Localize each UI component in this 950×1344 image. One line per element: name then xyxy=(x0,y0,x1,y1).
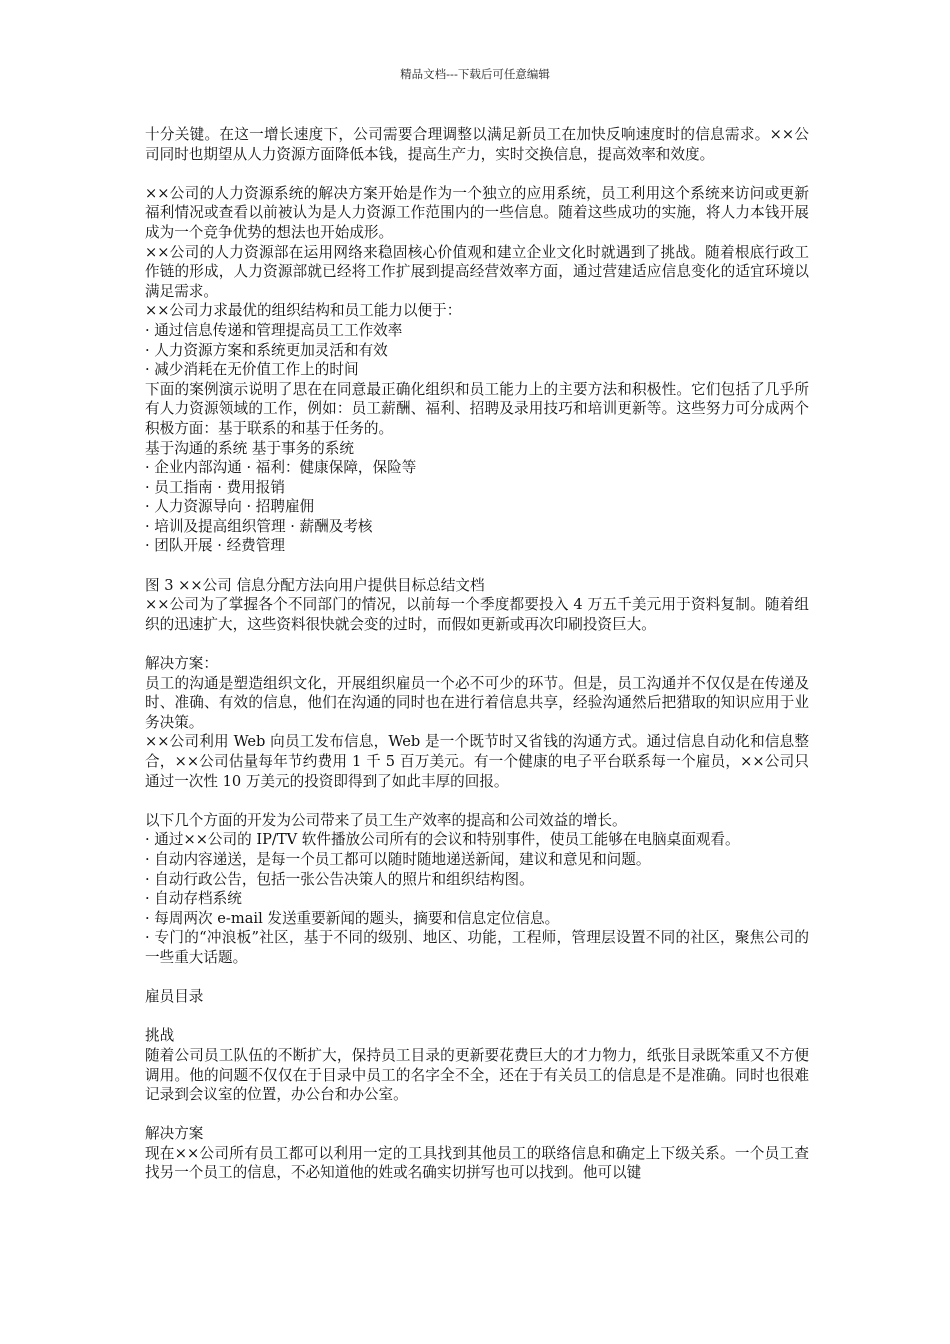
paragraph: 随着公司员工队伍的不断扩大，保持员工目录的更新要花费巨大的才力物力，纸张目录既笨重又不方便调用。他的问题不仅仅在于目录中员工的名字全不全，还在于有关员工的信息是不是准确。同时也很难记录到会议室的位置，办公台和办公室。 xyxy=(145,1046,809,1104)
paragraph-spacer xyxy=(145,968,809,988)
paragraph: ××公司的人力资源部在运用网络来稳固核心价值观和建立企业文化时就遇到了挑战。随着根底行政工作链的形成，人力资源部就已经将工作扩展到提高经营效率方面，通过营建适应信息变化的适宜环境以满足需求。 xyxy=(145,243,809,300)
paragraph: · 专门的“冲浪板”社区，基于不同的级别、地区、功能，工程师，管理层设置不同的社区，聚焦公司的一些重大话题。 xyxy=(145,929,809,966)
paragraph: · 自动内容递送，是每一个员工都可以随时随地递送新闻，建议和意见和问题。 xyxy=(145,850,651,868)
document-body xyxy=(145,125,809,1183)
paragraph: 十分关键。在这一增长速度下，公司需要合理调整以满足新员工在加快反响速度时的信息需求。××公司同时也期望从人力资源方面降低本钱，提高生产力，实时交换信息，提高效率和效度。 xyxy=(145,126,809,163)
paragraph: · 企业内部沟通 · 福利：健康保障，保险等 xyxy=(145,459,417,477)
paragraph-spacer xyxy=(145,556,809,576)
paragraph: 以下几个方面的开发为公司带来了员工生产效率的提高和公司效益的增长。 xyxy=(145,811,627,829)
paragraph: 图 3 ××公司 信息分配方法向用户提供目标总结文档 xyxy=(145,576,485,594)
paragraph: · 减少消耗在无价值工作上的时间 xyxy=(145,361,359,379)
paragraph: · 自动存档系统 xyxy=(145,890,242,908)
paragraph: · 人力资源方案和系统更加灵活和有效 xyxy=(145,341,388,359)
paragraph: 现在××公司所有员工都可以利用一定的工具找到其他员工的联络信息和确定上下级关系。一个员工查找另一个员工的信息，不必知道他的姓或名确实切拼写也可以找到。他可以键 xyxy=(145,1144,809,1182)
paragraph: ××公司力求最优的组织结构和员工能力以便于： xyxy=(145,302,462,320)
paragraph: ××公司利用 Web 向员工发布信息，Web 是一个既节时又省钱的沟通方式。通过信息自动化和信息整合，××公司估量每年节约费用 1 千 5 百万美元。有一个健康的电子平台联系每一个雇员，××公司只通过一次性 10 万美元的投资即得到了如此丰厚的回报。 xyxy=(145,733,809,790)
paragraph: 解决方案 xyxy=(145,1125,204,1143)
paragraph-spacer xyxy=(145,164,809,184)
paragraph: · 通过××公司的 IP/TV 软件播放公司所有的会议和特别事件，使员工能够在电脑桌面观看。 xyxy=(145,831,740,849)
paragraph-spacer xyxy=(145,634,809,654)
paragraph-spacer xyxy=(145,1007,809,1027)
paragraph-spacer xyxy=(145,1105,809,1125)
paragraph-spacer xyxy=(145,791,809,811)
paragraph: · 团队开展 · 经费管理 xyxy=(145,537,285,555)
paragraph: 挑战 xyxy=(145,1027,175,1045)
paragraph: 解决方案： xyxy=(145,655,218,673)
paragraph: · 自动行政公告，包括一张公告决策人的照片和组织结构图。 xyxy=(145,870,534,888)
paragraph: · 每周两次 e-mail 发送重要新闻的题头，摘要和信息定位信息。 xyxy=(145,909,560,927)
paragraph: · 通过信息传递和管理提高员工工作效率 xyxy=(145,321,403,339)
page-header: 精品文档---下载后可任意编辑 xyxy=(400,67,550,81)
paragraph: 下面的案例演示说明了思在在同意最正确化组织和员工能力上的主要方法和积极性。它们包括了几乎所有人力资源领域的工作，例如：员工薪酬、福利、招聘及录用技巧和培训更新等。这些努力可分成两个积极方面：基于联系的和基于任务的。 xyxy=(145,380,809,437)
paragraph: · 培训及提高组织管理 · 薪酬及考核 xyxy=(145,517,373,535)
paragraph: · 人力资源导向 · 招聘雇佣 xyxy=(145,498,315,516)
paragraph: · 员工指南 · 费用报销 xyxy=(145,478,285,496)
paragraph: 雇员目录 xyxy=(145,988,204,1006)
paragraph: ××公司为了掌握各个不同部门的情况，以前每一个季度都要投入 4 万五千美元用于资料复制。随着组织的迅速扩大，这些资料很快就会变的过时，而假如更新或再次印刷投资巨大。 xyxy=(145,596,809,633)
paragraph: 基于沟通的系统 基于事务的系统 xyxy=(145,439,354,457)
paragraph: ××公司的人力资源系统的解决方案开始是作为一个独立的应用系统，员工利用这个系统来访问或更新福利情况或查看以前被认为是人力资源工作范围内的一些信息。随着这些成功的实施，将人力本钱开展成为一个竞争优势的想法也开始成形。 xyxy=(145,184,809,241)
paragraph: 员工的沟通是塑造组织文化，开展组织雇员一个必不可少的环节。但是，员工沟通并不仅仅是在传递及时、准确、有效的信息，他们在沟通的同时也在进行着信息共享，经验沟通然后把猎取的知识应用于业务决策。 xyxy=(145,674,809,731)
